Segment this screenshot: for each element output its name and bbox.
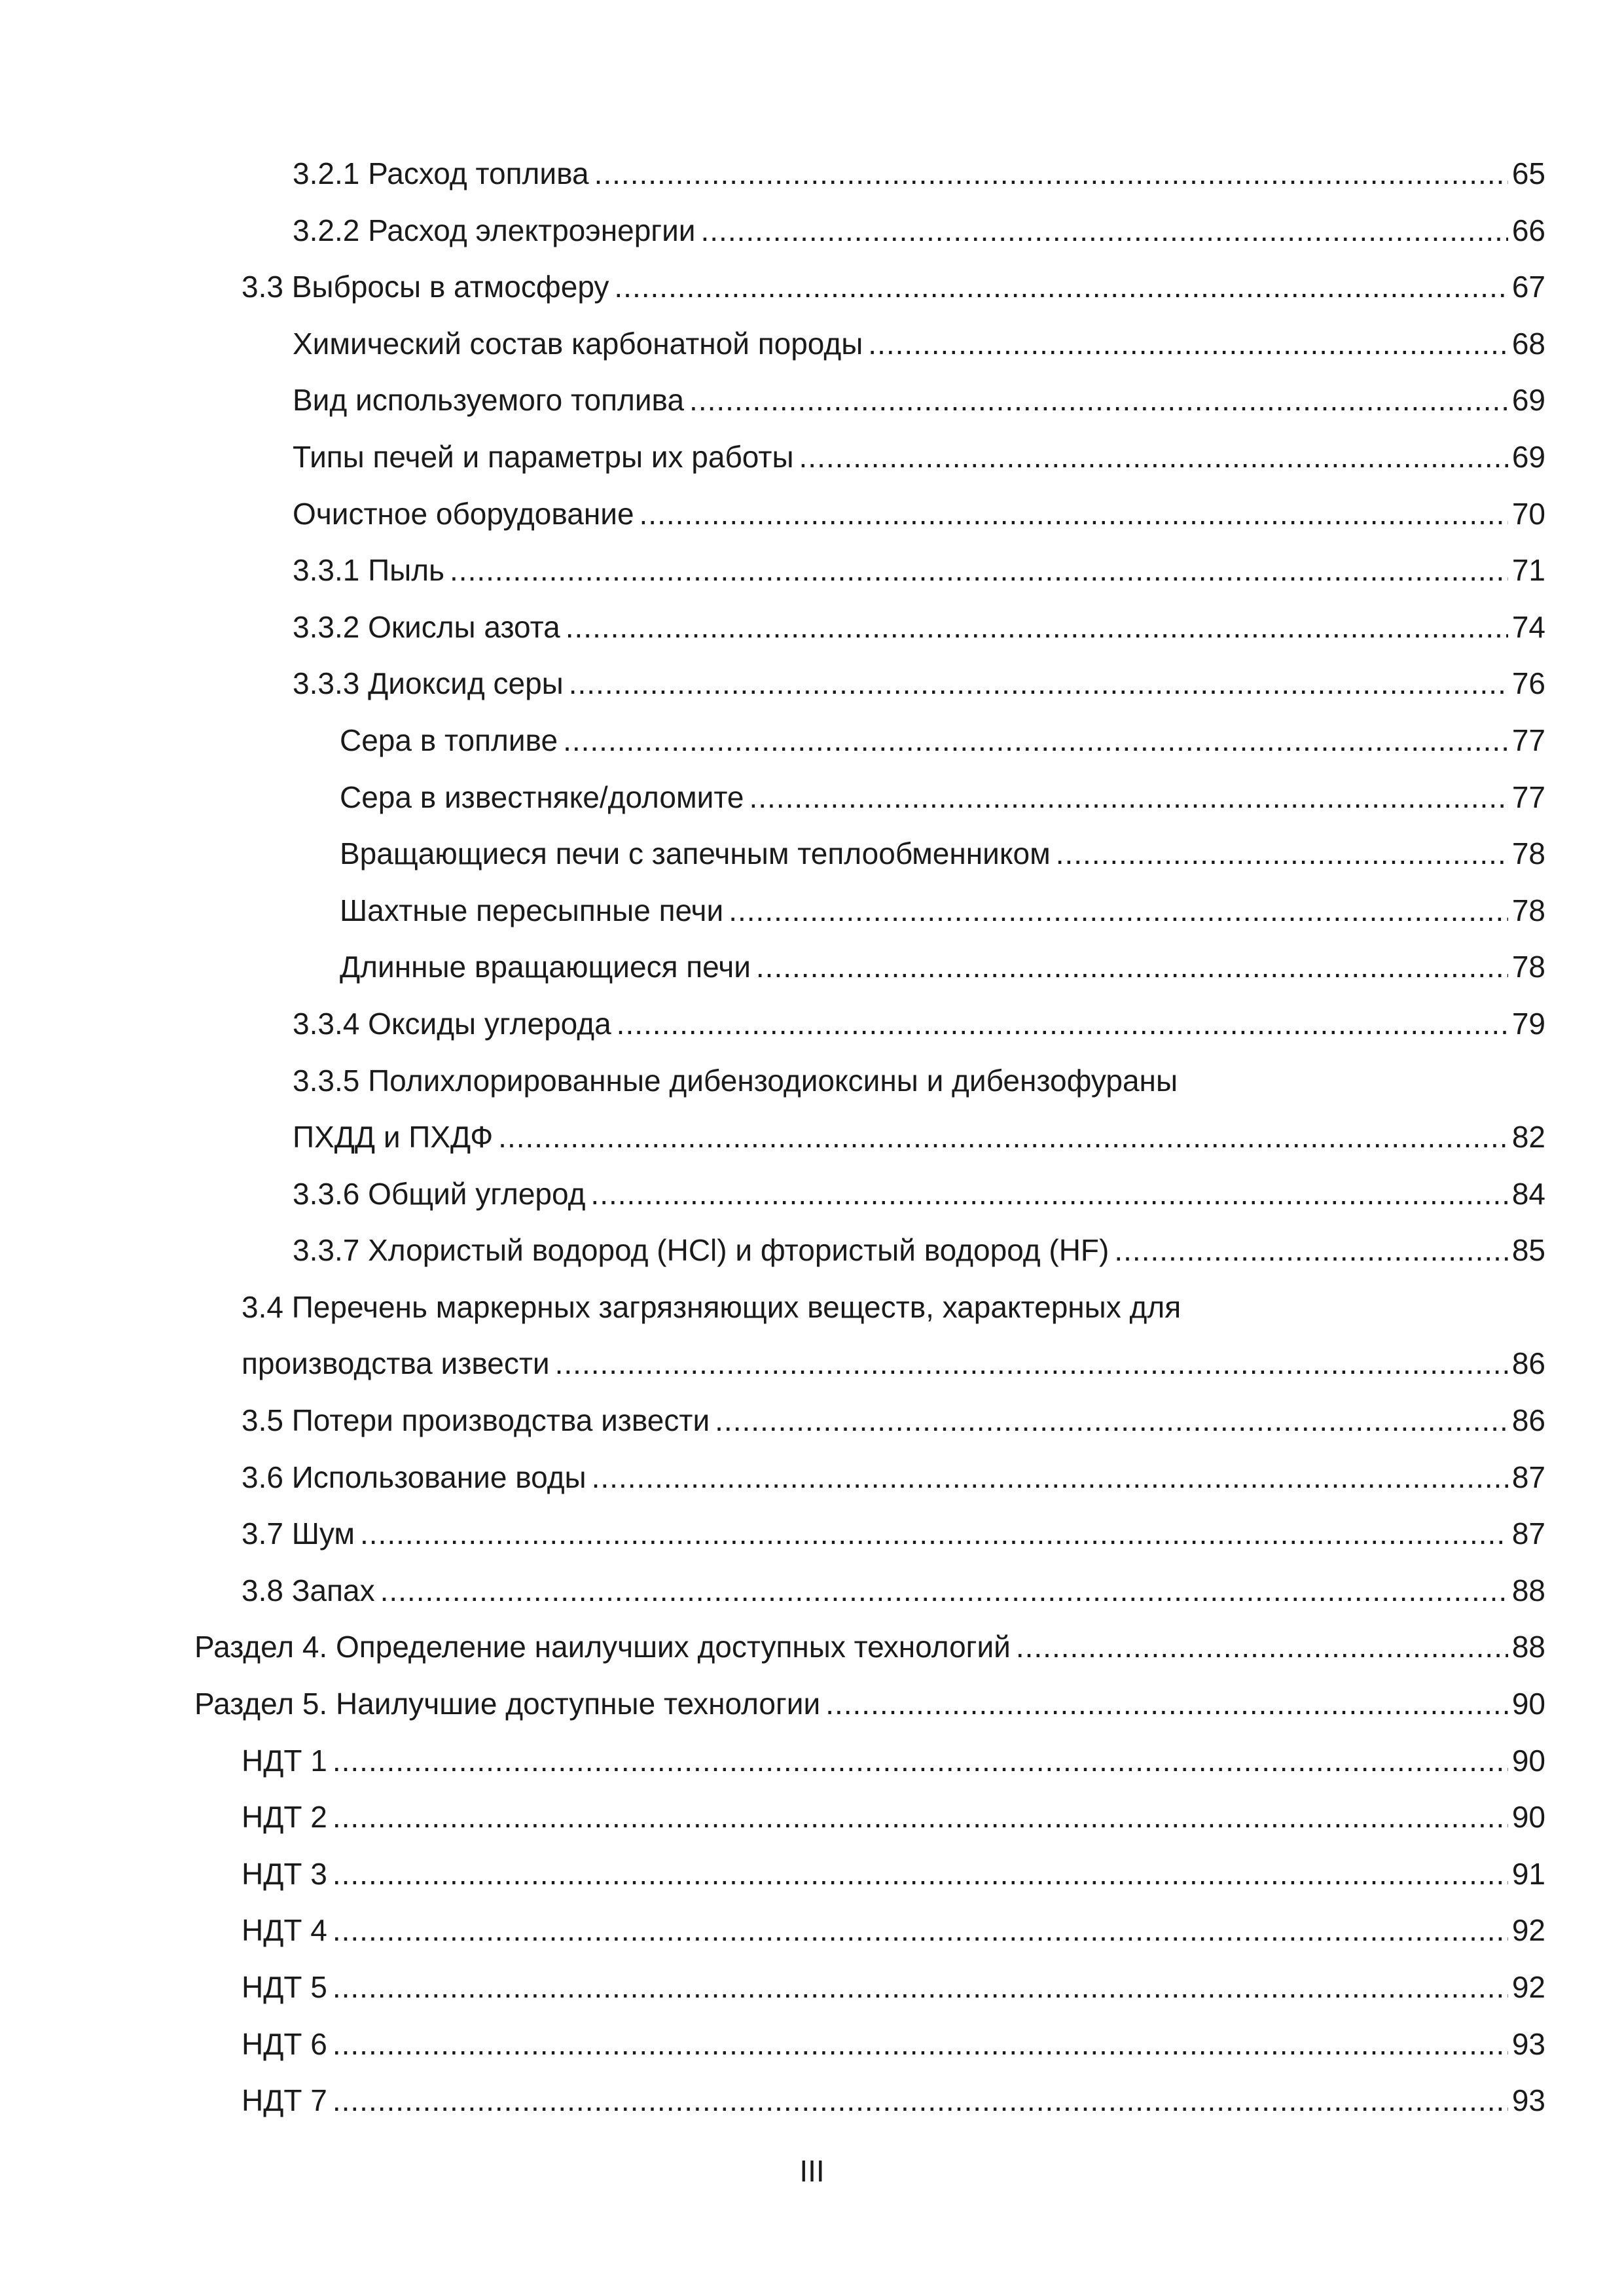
toc-entry-title: 3.4 Перечень маркерных загрязняющих веществ, характерных для	[242, 1289, 1182, 1324]
toc-entry-line	[340, 778, 1545, 817]
toc-entry[interactable]	[194, 1174, 1545, 1231]
toc-entry-title: НДТ 1	[242, 1743, 327, 1778]
toc-entry-page: 79	[1511, 1006, 1545, 1041]
toc-entry-title: Длинные вращающиеся печи	[340, 950, 751, 984]
toc-entry-page: 86	[1511, 1403, 1545, 1438]
toc-entry-page: 88	[1511, 1630, 1545, 1664]
toc-entry-line	[242, 1287, 1545, 1327]
toc-entry[interactable]	[194, 1967, 1545, 2024]
toc-entry-line	[194, 1627, 1545, 1666]
toc-dot-leader	[450, 550, 1508, 590]
toc-entry-title: 3.6 Использование воды	[242, 1460, 586, 1494]
toc-entry-page: 78	[1511, 950, 1545, 984]
toc-entry-line	[340, 947, 1545, 986]
toc-entry-page: 68	[1511, 326, 1545, 361]
toc-entry-title: 3.3.1 Пыль	[293, 553, 445, 588]
toc-entry-line	[242, 2024, 1545, 2064]
toc-entry[interactable]	[194, 1344, 1545, 1401]
toc-entry[interactable]	[194, 664, 1545, 721]
toc-dot-leader	[590, 1174, 1507, 1213]
table-of-contents	[194, 154, 1545, 2138]
toc-entry-line	[242, 1458, 1545, 1497]
toc-entry-line	[293, 380, 1545, 420]
toc-entry[interactable]	[194, 1117, 1545, 1174]
toc-entry[interactable]	[194, 1797, 1545, 1854]
toc-entry-title: 3.7 Шум	[242, 1516, 355, 1551]
toc-entry-line	[293, 1230, 1545, 1270]
toc-dot-leader	[566, 607, 1508, 647]
toc-entry-title: 3.3.7 Хлористый водород (HCl) и фтористый водород (HF)	[293, 1233, 1110, 1268]
toc-entry[interactable]	[194, 1627, 1545, 1684]
toc-entry-title: НДТ 5	[242, 1970, 327, 2004]
toc-entry-title: Химический состав карбонатной породы	[293, 326, 863, 361]
toc-entry[interactable]	[194, 891, 1545, 948]
toc-dot-leader	[333, 2081, 1508, 2120]
toc-entry-title: ПХДД и ПХДФ	[293, 1120, 494, 1155]
toc-entry-page: 66	[1511, 213, 1545, 247]
toc-entry-line	[293, 550, 1545, 590]
toc-entry-line	[242, 1854, 1545, 1893]
toc-entry-page: 85	[1511, 1233, 1545, 1268]
toc-dot-leader	[333, 1854, 1508, 1893]
page-number: III	[799, 2154, 825, 2188]
toc-entry[interactable]	[194, 778, 1545, 834]
toc-entry-title: 3.8 Запах	[242, 1573, 375, 1607]
toc-entry-title: НДТ 3	[242, 1856, 327, 1891]
toc-dot-leader	[729, 891, 1508, 930]
toc-dot-leader	[569, 664, 1508, 703]
toc-entry[interactable]	[194, 1401, 1545, 1458]
toc-entry-line	[242, 1967, 1545, 2007]
toc-entry-line	[242, 267, 1545, 306]
toc-entry-line	[293, 154, 1545, 193]
toc-entry[interactable]	[194, 721, 1545, 778]
toc-entry-page: 78	[1511, 836, 1545, 871]
toc-entry-title: Очистное оборудование	[293, 496, 634, 531]
toc-dot-leader	[555, 1344, 1508, 1383]
toc-entry-title: Шахтные пересыпные печи	[340, 893, 724, 927]
toc-dot-leader	[715, 1401, 1508, 1440]
toc-entry[interactable]	[194, 607, 1545, 664]
toc-entry[interactable]	[194, 154, 1545, 211]
toc-entry[interactable]	[194, 947, 1545, 1004]
toc-dot-leader	[749, 778, 1507, 817]
toc-entry-line	[293, 1004, 1545, 1043]
toc-dot-leader	[594, 154, 1508, 193]
toc-entry-title: 3.3.2 Окислы азота	[293, 609, 560, 644]
toc-entry-line	[293, 607, 1545, 647]
toc-dot-leader	[1114, 1230, 1507, 1270]
toc-entry-page: 87	[1511, 1460, 1545, 1494]
toc-entry[interactable]	[194, 2081, 1545, 2138]
toc-entry-page: 69	[1511, 439, 1545, 474]
toc-dot-leader	[799, 437, 1508, 476]
toc-entry[interactable]	[194, 1061, 1545, 1118]
toc-entry-page: 86	[1511, 1346, 1545, 1381]
toc-dot-leader	[333, 1797, 1508, 1837]
toc-entry-title: Вид используемого топлива	[293, 383, 685, 418]
toc-dot-leader	[498, 1117, 1508, 1157]
toc-entry[interactable]	[194, 550, 1545, 607]
toc-entry-page: 93	[1511, 2083, 1545, 2118]
toc-entry[interactable]	[194, 1004, 1545, 1061]
toc-entry[interactable]	[194, 494, 1545, 551]
toc-entry-line	[293, 324, 1545, 363]
toc-entry-title: 3.3.4 Оксиды углерода	[293, 1006, 611, 1041]
toc-entry-title: Сера в топливе	[340, 723, 558, 757]
toc-entry-page: 77	[1511, 780, 1545, 814]
toc-entry-line	[242, 1571, 1545, 1610]
toc-entry-line	[242, 1741, 1545, 1780]
toc-dot-leader	[617, 1004, 1508, 1043]
toc-entry-title: Типы печей и параметры их работы	[293, 439, 794, 474]
toc-entry-page: 71	[1511, 553, 1545, 588]
toc-entry-page: 77	[1511, 723, 1545, 757]
toc-entry-page: 82	[1511, 1120, 1545, 1155]
toc-entry-line	[242, 1797, 1545, 1837]
toc-entry-line	[242, 2081, 1545, 2120]
toc-dot-leader	[689, 380, 1508, 420]
toc-entry-page: 65	[1511, 156, 1545, 190]
toc-entry[interactable]	[194, 1910, 1545, 1967]
toc-entry-line	[293, 211, 1545, 250]
toc-entry-page: 78	[1511, 893, 1545, 927]
toc-entry-line	[242, 1910, 1545, 1950]
toc-entry-page: 90	[1511, 1687, 1545, 1721]
toc-entry-line	[293, 494, 1545, 533]
toc-entry-title: НДТ 2	[242, 1800, 327, 1835]
toc-entry-line	[293, 1174, 1545, 1213]
toc-entry[interactable]	[194, 380, 1545, 437]
toc-entry[interactable]	[194, 1741, 1545, 1798]
toc-entry-page: 90	[1511, 1800, 1545, 1835]
toc-dot-leader	[333, 2024, 1508, 2064]
toc-entry[interactable]	[194, 1684, 1545, 1741]
toc-entry[interactable]	[194, 437, 1545, 494]
toc-entry-title: 3.3.3 Диоксид серы	[293, 666, 564, 701]
toc-entry-title: 3.2.1 Расход топлива	[293, 156, 589, 190]
toc-entry[interactable]	[194, 1287, 1545, 1344]
toc-entry-page: 92	[1511, 1913, 1545, 1948]
toc-entry-line	[340, 834, 1545, 873]
toc-dot-leader	[868, 324, 1508, 363]
toc-entry-title: НДТ 4	[242, 1913, 327, 1948]
toc-dot-leader	[825, 1684, 1508, 1723]
toc-entry-title: производства извести	[242, 1346, 550, 1381]
toc-dot-leader	[380, 1571, 1508, 1610]
toc-dot-leader	[360, 1514, 1508, 1553]
toc-entry[interactable]	[194, 1514, 1545, 1571]
toc-entry[interactable]	[194, 324, 1545, 381]
toc-entry-line	[194, 1684, 1545, 1723]
toc-entry-line	[293, 1117, 1545, 1157]
toc-entry-line	[293, 1061, 1545, 1100]
toc-dot-leader	[333, 1910, 1508, 1950]
toc-entry[interactable]	[194, 1854, 1545, 1911]
toc-entry-title: 3.3 Выбросы в атмосферу	[242, 270, 609, 304]
toc-dot-leader	[756, 947, 1508, 986]
toc-entry-title: 3.2.2 Расход электроэнергии	[293, 213, 696, 247]
toc-entry-line	[242, 1514, 1545, 1553]
toc-entry-title: 3.3.5 Полихлорированные дибензодиоксины и дибензофураны	[293, 1063, 1178, 1098]
toc-dot-leader	[1056, 834, 1508, 873]
toc-dot-leader	[563, 721, 1508, 760]
toc-entry[interactable]	[194, 2024, 1545, 2081]
toc-entry-page: 88	[1511, 1573, 1545, 1607]
toc-entry-page: 69	[1511, 383, 1545, 418]
toc-entry[interactable]	[194, 1230, 1545, 1287]
toc-entry-title: Сера в известняке/доломите	[340, 780, 744, 814]
toc-entry-line	[293, 664, 1545, 703]
toc-entry[interactable]	[194, 834, 1545, 891]
toc-entry[interactable]	[194, 1458, 1545, 1515]
toc-entry-title: НДТ 7	[242, 2083, 327, 2118]
toc-entry-page: 90	[1511, 1743, 1545, 1778]
toc-dot-leader	[700, 211, 1507, 250]
toc-entry-line	[340, 721, 1545, 760]
toc-entry-page: 92	[1511, 1970, 1545, 2004]
toc-entry-title: Раздел 4. Определение наилучших доступных технологий	[194, 1630, 1011, 1664]
toc-dot-leader	[333, 1741, 1508, 1780]
toc-entry-page: 93	[1511, 2026, 1545, 2061]
toc-entry-page: 84	[1511, 1176, 1545, 1211]
toc-entry-title: НДТ 6	[242, 2026, 327, 2061]
toc-entry-line	[242, 1401, 1545, 1440]
toc-entry-title: Раздел 5. Наилучшие доступные технологии	[194, 1687, 821, 1721]
toc-dot-leader	[1016, 1627, 1508, 1666]
toc-entry-page: 76	[1511, 666, 1545, 701]
toc-entry-page: 67	[1511, 270, 1545, 304]
toc-entry-page: 87	[1511, 1516, 1545, 1551]
toc-entry-line	[242, 1344, 1545, 1383]
toc-entry-page: 91	[1511, 1856, 1545, 1891]
toc-entry-title: 3.5 Потери производства извести	[242, 1403, 710, 1438]
toc-dot-leader	[614, 267, 1507, 306]
toc-entry-page: 70	[1511, 496, 1545, 531]
toc-entry-line	[340, 891, 1545, 930]
toc-entry[interactable]	[194, 211, 1545, 268]
toc-entry-line	[293, 437, 1545, 476]
toc-dot-leader	[333, 1967, 1508, 2007]
toc-entry[interactable]	[194, 267, 1545, 324]
toc-entry[interactable]	[194, 1571, 1545, 1628]
toc-entry-page: 74	[1511, 609, 1545, 644]
toc-dot-leader	[640, 494, 1508, 533]
toc-dot-leader	[592, 1458, 1508, 1497]
toc-entry-title: Вращающиеся печи с запечным теплообменником	[340, 836, 1051, 871]
toc-entry-title: 3.3.6 Общий углерод	[293, 1176, 586, 1211]
